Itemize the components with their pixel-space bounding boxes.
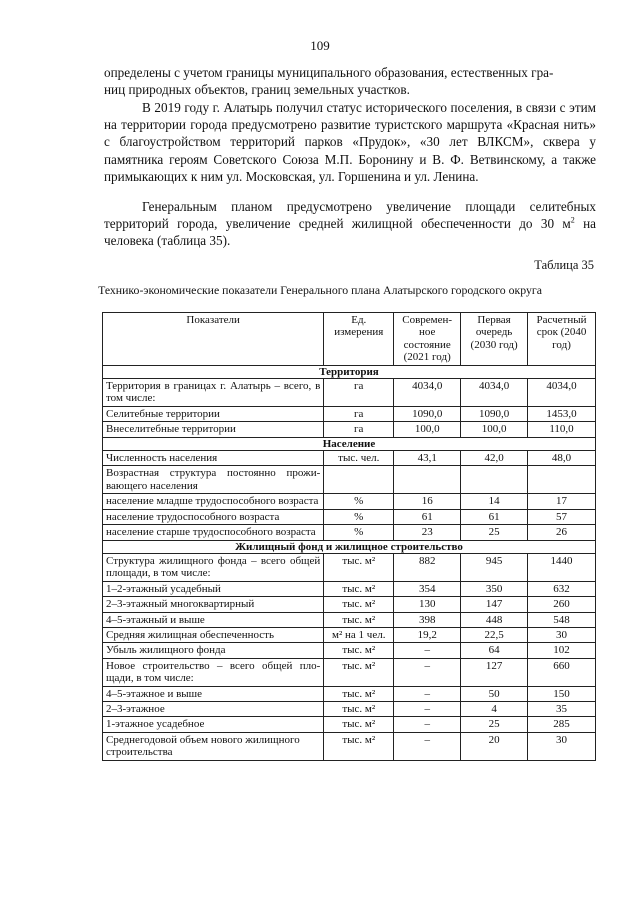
row-value-current: 882 bbox=[394, 553, 461, 581]
row-value-target: 30 bbox=[528, 732, 596, 760]
header-first-stage: Первая очередь (2030 год) bbox=[461, 313, 528, 366]
table-row bbox=[103, 553, 596, 581]
row-value-target: 110,0 bbox=[528, 422, 596, 437]
table-row bbox=[103, 643, 596, 658]
row-unit: тыс. м² bbox=[324, 597, 394, 612]
row-value-target: 150 bbox=[528, 686, 596, 701]
page-number: 109 bbox=[310, 38, 330, 53]
row-value-current: 1090,0 bbox=[394, 406, 461, 421]
row-value-target: 35 bbox=[528, 701, 596, 716]
row-value-target: 30 bbox=[528, 627, 596, 642]
table-row bbox=[103, 597, 596, 612]
row-value-current: 100,0 bbox=[394, 422, 461, 437]
table-row bbox=[103, 627, 596, 642]
row-unit: % bbox=[324, 525, 394, 540]
table-row bbox=[103, 422, 596, 437]
table-row bbox=[103, 701, 596, 716]
paragraph-1-line-2: ниц природных объектов, границ земельных участков. bbox=[104, 82, 410, 98]
header-target: Расчетный срок (2040 год) bbox=[528, 313, 596, 366]
row-value-first: 4 bbox=[461, 701, 528, 716]
row-label: 4–5-этажное и выше bbox=[103, 686, 324, 701]
row-unit: тыс. м² bbox=[324, 717, 394, 732]
row-label: Новое строительство – всего общей площади, в том числе: bbox=[103, 658, 324, 686]
table-row bbox=[103, 509, 596, 524]
row-value-current: 61 bbox=[394, 509, 461, 524]
row-unit: тыс. м² bbox=[324, 581, 394, 596]
row-label: Территория в границах г. Алатырь – всего, в том числе: bbox=[103, 379, 324, 407]
section-row bbox=[103, 540, 596, 553]
row-value-first: 25 bbox=[461, 525, 528, 540]
section-territory: Территория bbox=[103, 365, 596, 378]
table-row bbox=[103, 466, 596, 494]
row-unit: тыс. м² bbox=[324, 701, 394, 716]
row-value-current: 4034,0 bbox=[394, 379, 461, 407]
row-unit: га bbox=[324, 422, 394, 437]
table-row bbox=[103, 732, 596, 760]
row-unit: тыс. м² bbox=[324, 658, 394, 686]
row-value-current: – bbox=[394, 732, 461, 760]
table-row bbox=[103, 525, 596, 540]
row-value-target bbox=[528, 466, 596, 494]
table-row bbox=[103, 406, 596, 421]
row-unit: га bbox=[324, 406, 394, 421]
section-housing: Жилищный фонд и жилищное строительство bbox=[103, 540, 596, 553]
row-value-current: – bbox=[394, 701, 461, 716]
row-value-first: 1090,0 bbox=[461, 406, 528, 421]
row-value-first: 4034,0 bbox=[461, 379, 528, 407]
row-unit: тыс. чел. bbox=[324, 451, 394, 466]
superscript: 2 bbox=[570, 215, 575, 225]
row-unit: тыс. м² bbox=[324, 732, 394, 760]
header-current: Современное состояние (2021 год) bbox=[394, 313, 461, 366]
row-label: 2–3-этажное bbox=[103, 701, 324, 716]
row-label: население трудоспособного возраста bbox=[103, 509, 324, 524]
row-value-current: 130 bbox=[394, 597, 461, 612]
row-value-target: 260 bbox=[528, 597, 596, 612]
row-value-current: 23 bbox=[394, 525, 461, 540]
header-indicators: Показатели bbox=[103, 313, 324, 366]
row-value-target: 1440 bbox=[528, 553, 596, 581]
table-row bbox=[103, 581, 596, 596]
row-value-target: 548 bbox=[528, 612, 596, 627]
paragraph-1-line-1: определены с учетом границы муниципального образования, естественных гра- bbox=[104, 65, 554, 80]
table-row bbox=[103, 717, 596, 732]
row-value-first: 448 bbox=[461, 612, 528, 627]
row-value-current: – bbox=[394, 686, 461, 701]
row-value-current: 43,1 bbox=[394, 451, 461, 466]
row-unit: га bbox=[324, 379, 394, 407]
row-value-first: 127 bbox=[461, 658, 528, 686]
row-value-target: 1453,0 bbox=[528, 406, 596, 421]
table-row bbox=[103, 612, 596, 627]
row-unit bbox=[324, 466, 394, 494]
row-value-first: 61 bbox=[461, 509, 528, 524]
row-value-first: 350 bbox=[461, 581, 528, 596]
row-value-first: 147 bbox=[461, 597, 528, 612]
table-header-row bbox=[103, 313, 596, 366]
row-value-first: 100,0 bbox=[461, 422, 528, 437]
row-value-first: 50 bbox=[461, 686, 528, 701]
row-label: Внеселитебные территории bbox=[103, 422, 324, 437]
row-label: Возрастная структура постоянно проживающего населения bbox=[103, 466, 324, 494]
row-label: Селитебные территории bbox=[103, 406, 324, 421]
row-value-target: 57 bbox=[528, 509, 596, 524]
row-unit: тыс. м² bbox=[324, 686, 394, 701]
row-value-current: – bbox=[394, 658, 461, 686]
table-row bbox=[103, 451, 596, 466]
paragraph-3-text: Генеральным планом предусмотрено увеличение площади селитебных территорий города, увеличение средней жилищной обеспеченности до 30 м bbox=[104, 199, 596, 232]
row-label: 1-этажное усадебное bbox=[103, 717, 324, 732]
row-unit: тыс. м² bbox=[324, 553, 394, 581]
table-row bbox=[103, 658, 596, 686]
section-row bbox=[103, 437, 596, 450]
paragraph-3-text-end: на человека (таблица 35). bbox=[104, 216, 596, 249]
row-value-current: 19,2 bbox=[394, 627, 461, 642]
table-row bbox=[103, 494, 596, 509]
row-value-current: 354 bbox=[394, 581, 461, 596]
row-value-current: – bbox=[394, 717, 461, 732]
row-unit: % bbox=[324, 509, 394, 524]
row-value-current bbox=[394, 466, 461, 494]
row-value-target: 632 bbox=[528, 581, 596, 596]
table-row bbox=[103, 686, 596, 701]
row-value-current: – bbox=[394, 643, 461, 658]
row-label: население старше трудоспособного возраста bbox=[103, 525, 324, 540]
header-unit: Ед. измерения bbox=[324, 313, 394, 366]
row-value-target: 660 bbox=[528, 658, 596, 686]
row-label: Средняя жилищная обеспеченность bbox=[103, 627, 324, 642]
row-value-target: 17 bbox=[528, 494, 596, 509]
row-value-first: 945 bbox=[461, 553, 528, 581]
row-value-current: 398 bbox=[394, 612, 461, 627]
table-label: Таблица 35 bbox=[534, 258, 594, 272]
section-population: Население bbox=[103, 437, 596, 450]
row-unit: тыс. м² bbox=[324, 643, 394, 658]
row-value-first: 20 bbox=[461, 732, 528, 760]
row-value-first: 22,5 bbox=[461, 627, 528, 642]
table-row bbox=[103, 379, 596, 407]
row-value-target: 26 bbox=[528, 525, 596, 540]
row-value-current: 16 bbox=[394, 494, 461, 509]
row-label: 2–3-этажный многоквартирный bbox=[103, 597, 324, 612]
row-value-target: 102 bbox=[528, 643, 596, 658]
row-label: население младше трудоспособного возраста bbox=[103, 494, 324, 509]
row-label: Численность населения bbox=[103, 451, 324, 466]
row-value-first: 25 bbox=[461, 717, 528, 732]
row-label: Структура жилищного фонда – всего общей площади, в том числе: bbox=[103, 553, 324, 581]
row-unit: м² на 1 чел. bbox=[324, 627, 394, 642]
row-unit: % bbox=[324, 494, 394, 509]
section-row bbox=[103, 365, 596, 378]
row-value-first: 42,0 bbox=[461, 451, 528, 466]
row-label: 1–2-этажный усадебный bbox=[103, 581, 324, 596]
row-label: Убыль жилищного фонда bbox=[103, 643, 324, 658]
row-value-first: 64 bbox=[461, 643, 528, 658]
row-value-target: 285 bbox=[528, 717, 596, 732]
row-value-first bbox=[461, 466, 528, 494]
row-unit: тыс. м² bbox=[324, 612, 394, 627]
paragraph-3 bbox=[104, 198, 596, 250]
table-caption: Технико-экономические показатели Генерального плана Алатырского городского округа bbox=[98, 283, 542, 297]
row-label: 4–5-этажный и выше bbox=[103, 612, 324, 627]
row-label: Среднегодовой объем нового жилищного строительства bbox=[103, 732, 324, 760]
row-value-target: 48,0 bbox=[528, 451, 596, 466]
row-value-target: 4034,0 bbox=[528, 379, 596, 407]
row-value-first: 14 bbox=[461, 494, 528, 509]
paragraph-1 bbox=[104, 64, 596, 98]
indicators-table bbox=[102, 312, 596, 761]
paragraph-2: В 2019 году г. Алатырь получил статус исторического поселения, в связи с этим на территории города предусмотрено развитие туристского маршрута «Красная нить» с благоустройством территорий парков «Прудок», «30 лет ВЛКСМ», сквера у памятника героям Советского Союза М.П. Боронину и В. Ф. Ветвинскому, а также примыкающих к ним ул. Московская, ул. Горшенина и ул. Ленина. bbox=[104, 100, 596, 184]
